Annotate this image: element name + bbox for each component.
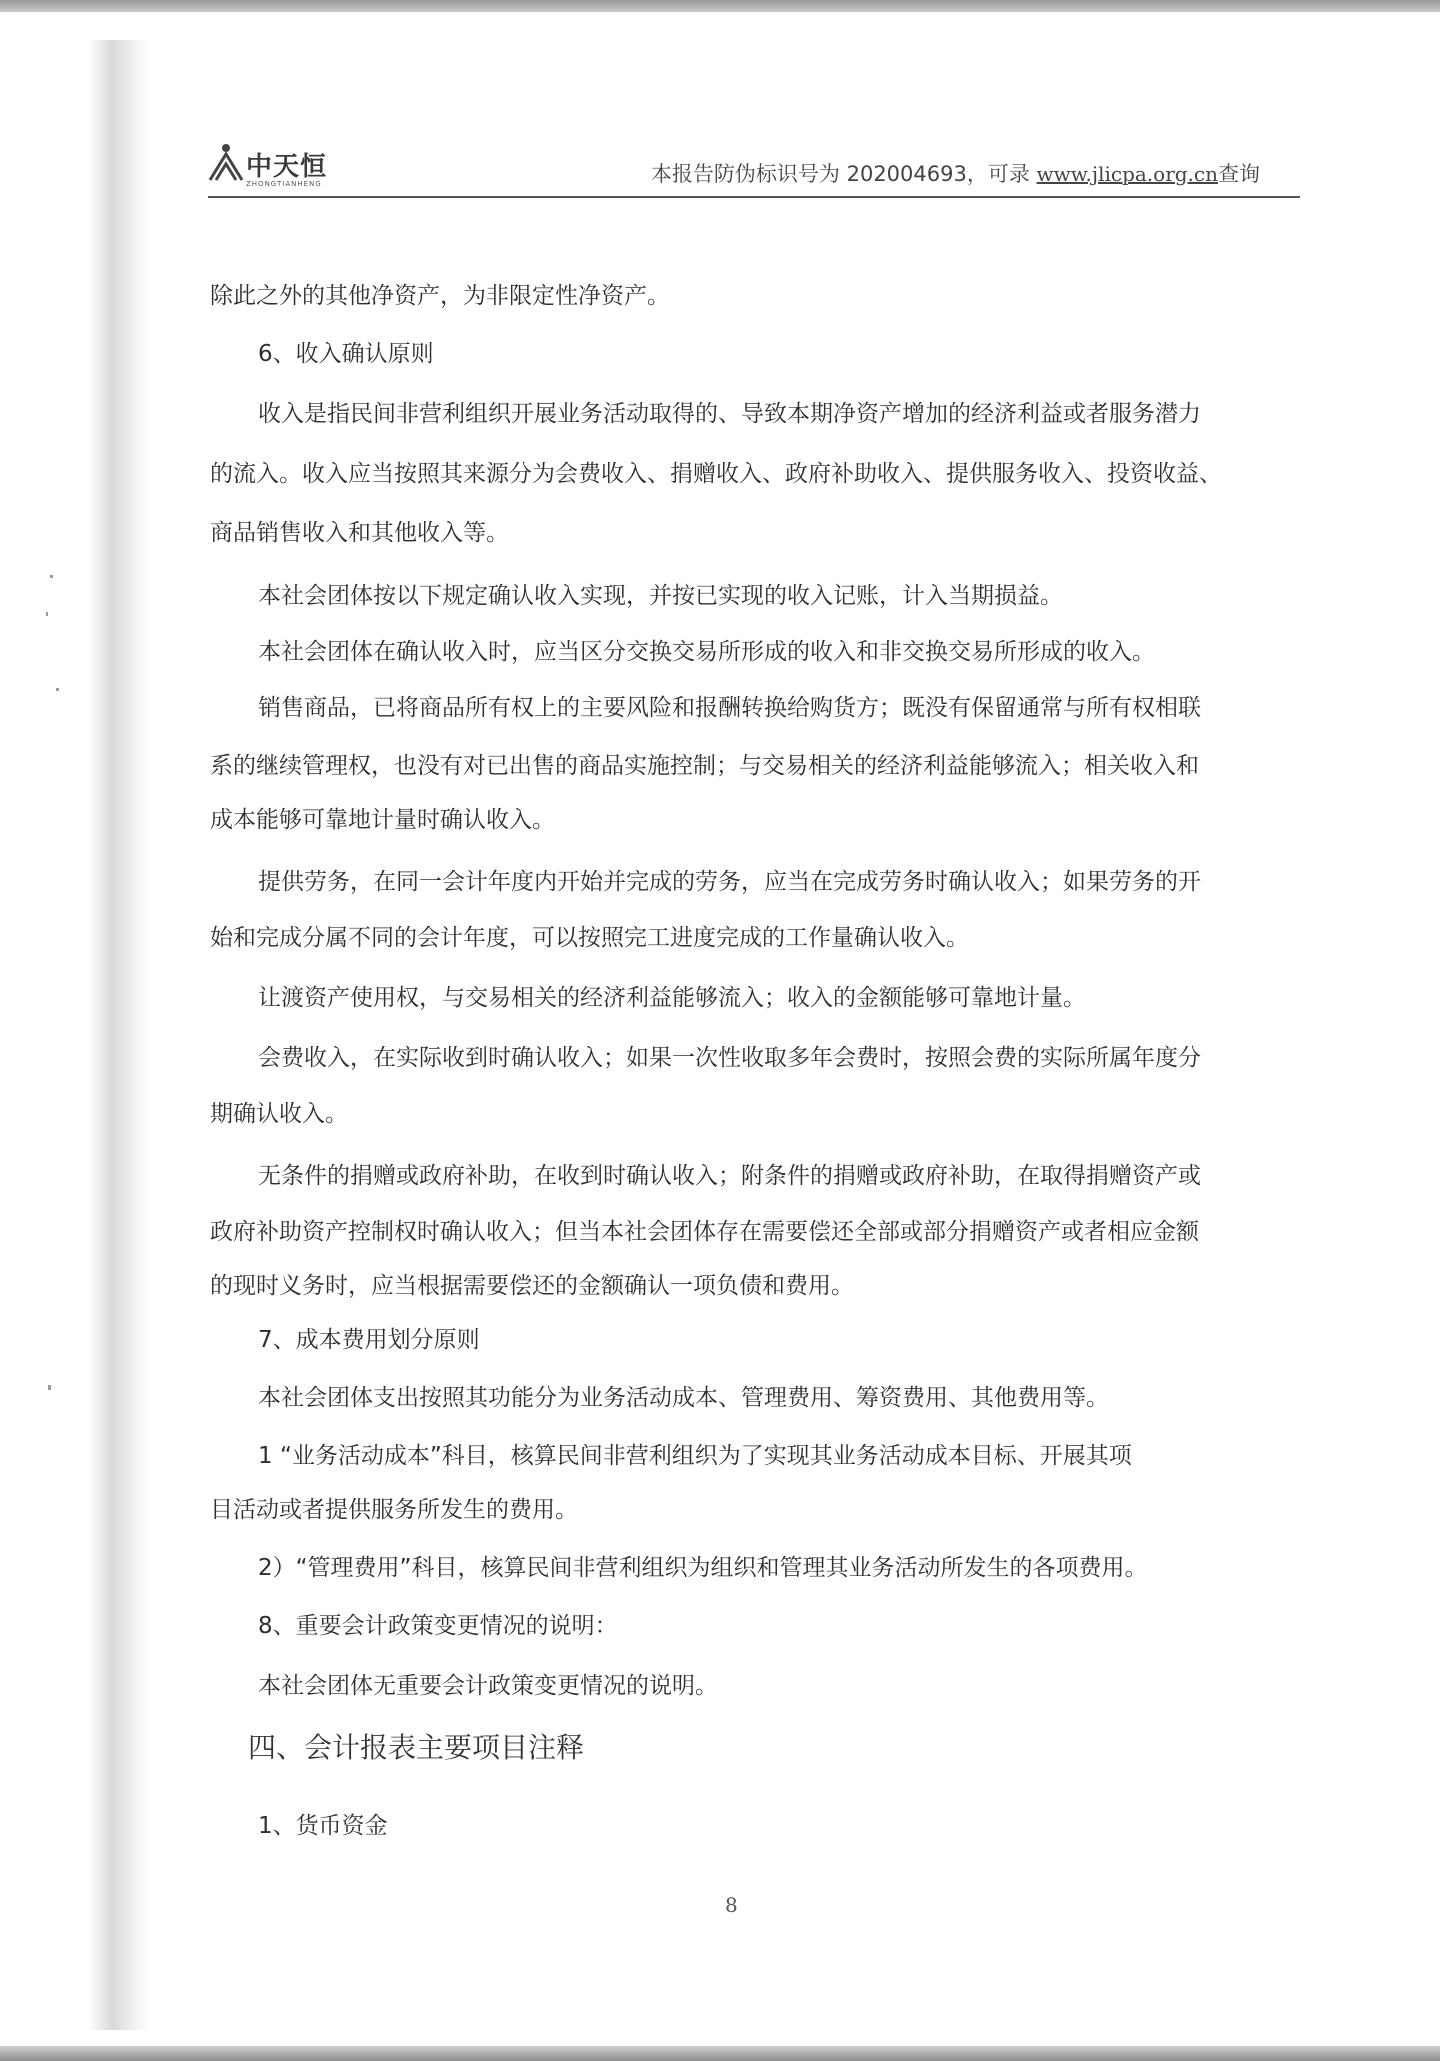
heading-accounting-policy-changes: 8、重要会计政策变更情况的说明： <box>258 1613 618 1639</box>
paragraph: 本社会团体支出按照其功能分为业务活动成本、管理费用、筹资费用、其他费用等。 <box>258 1385 1109 1411</box>
paragraph: 本社会团体无重要会计政策变更情况的说明。 <box>258 1673 718 1699</box>
paragraph: 期确认收入。 <box>210 1101 348 1127</box>
paragraph: 无条件的捐赠或政府补助，在收到时确认收入；附条件的捐赠或政府补助，在取得捐赠资产或 <box>258 1163 1201 1189</box>
scan-speck <box>50 575 53 578</box>
note-prefix: 本报告防伪标识号为 202004693，可录 <box>650 162 1037 186</box>
paragraph: 会费收入，在实际收到时确认收入；如果一次性收取多年会费时，按照会费的实际所属年度分 <box>258 1045 1201 1071</box>
section-title-notes: 四、会计报表主要项目注释 <box>248 1731 585 1764</box>
paragraph: 销售商品，已将商品所有权上的主要风险和报酬转换给购货方；既没有保留通常与所有权相联 <box>258 695 1201 721</box>
paragraph: 收入是指民间非营利组织开展业务活动取得的、导致本期净资产增加的经济利益或者服务潜力 <box>258 401 1201 427</box>
page-header <box>208 130 1300 200</box>
paragraph: 提供劳务，在同一会计年度内开始并完成的劳务，应当在完成劳务时确认收入；如果劳务的开 <box>258 869 1201 895</box>
logo-subtext: ZHONGTIANHENG <box>246 180 322 188</box>
paragraph: 始和完成分属不同的会计年度，可以按照完工进度完成的工作量确认收入。 <box>210 925 969 951</box>
paragraph: 除此之外的其他净资产，为非限定性净资产。 <box>210 283 670 309</box>
paragraph: 让渡资产使用权，与交易相关的经济利益能够流入；收入的金额能够可靠地计量。 <box>258 985 1086 1011</box>
scan-speck <box>48 1385 51 1390</box>
paragraph: 2）“管理费用”科目，核算民间非营利组织为组织和管理其业务活动所发生的各项费用。 <box>258 1555 1148 1581</box>
paragraph: 的现时义务时，应当根据需要偿还的金额确认一项负债和费用。 <box>210 1273 854 1299</box>
heading-revenue-recognition: 6、收入确认原则 <box>258 341 434 367</box>
page-number: 8 <box>725 1893 738 1917</box>
paragraph: 的流入。收入应当按照其来源分为会费收入、捐赠收入、政府补助收入、提供服务收入、投资收益、 <box>210 461 1222 487</box>
scan-shadow <box>88 40 150 2030</box>
verification-url[interactable]: www.jlicpa.org.cn <box>1036 162 1218 186</box>
logo-text: 中天恒 <box>246 152 328 182</box>
note-suffix: 查询 <box>1218 162 1260 186</box>
scan-border-top <box>0 0 1440 12</box>
paragraph: 1 “业务活动成本”科目，核算民间非营利组织为了实现其业务活动成本目标、开展其项 <box>258 1443 1132 1469</box>
paragraph: 本社会团体按以下规定确认收入实现，并按已实现的收入记账，计入当期损益。 <box>258 583 1063 609</box>
scan-speck <box>56 688 59 691</box>
paragraph: 系的继续管理权，也没有对已出售的商品实施控制；与交易相关的经济利益能够流入；相关收入和 <box>210 753 1199 779</box>
paragraph: 本社会团体在确认收入时，应当区分交换交易所形成的收入和非交换交易所形成的收入。 <box>258 639 1155 665</box>
heading-cash: 1、货币资金 <box>258 1813 388 1839</box>
paragraph: 商品销售收入和其他收入等。 <box>210 520 509 546</box>
heading-cost-classification: 7、成本费用划分原则 <box>258 1327 480 1353</box>
logo-mountain-icon <box>208 140 244 184</box>
header-divider <box>208 196 1300 198</box>
paragraph: 政府补助资产控制权时确认收入；但当本社会团体存在需要偿还全部或部分捐赠资产或者相应金额 <box>210 1219 1199 1245</box>
scan-speck <box>46 612 48 616</box>
paragraph: 成本能够可靠地计量时确认收入。 <box>210 807 555 833</box>
anti-counterfeit-note <box>651 158 1260 188</box>
company-logo <box>208 140 328 192</box>
scan-border-bottom <box>0 2046 1440 2061</box>
paragraph: 目活动或者提供服务所发生的费用。 <box>210 1497 578 1523</box>
